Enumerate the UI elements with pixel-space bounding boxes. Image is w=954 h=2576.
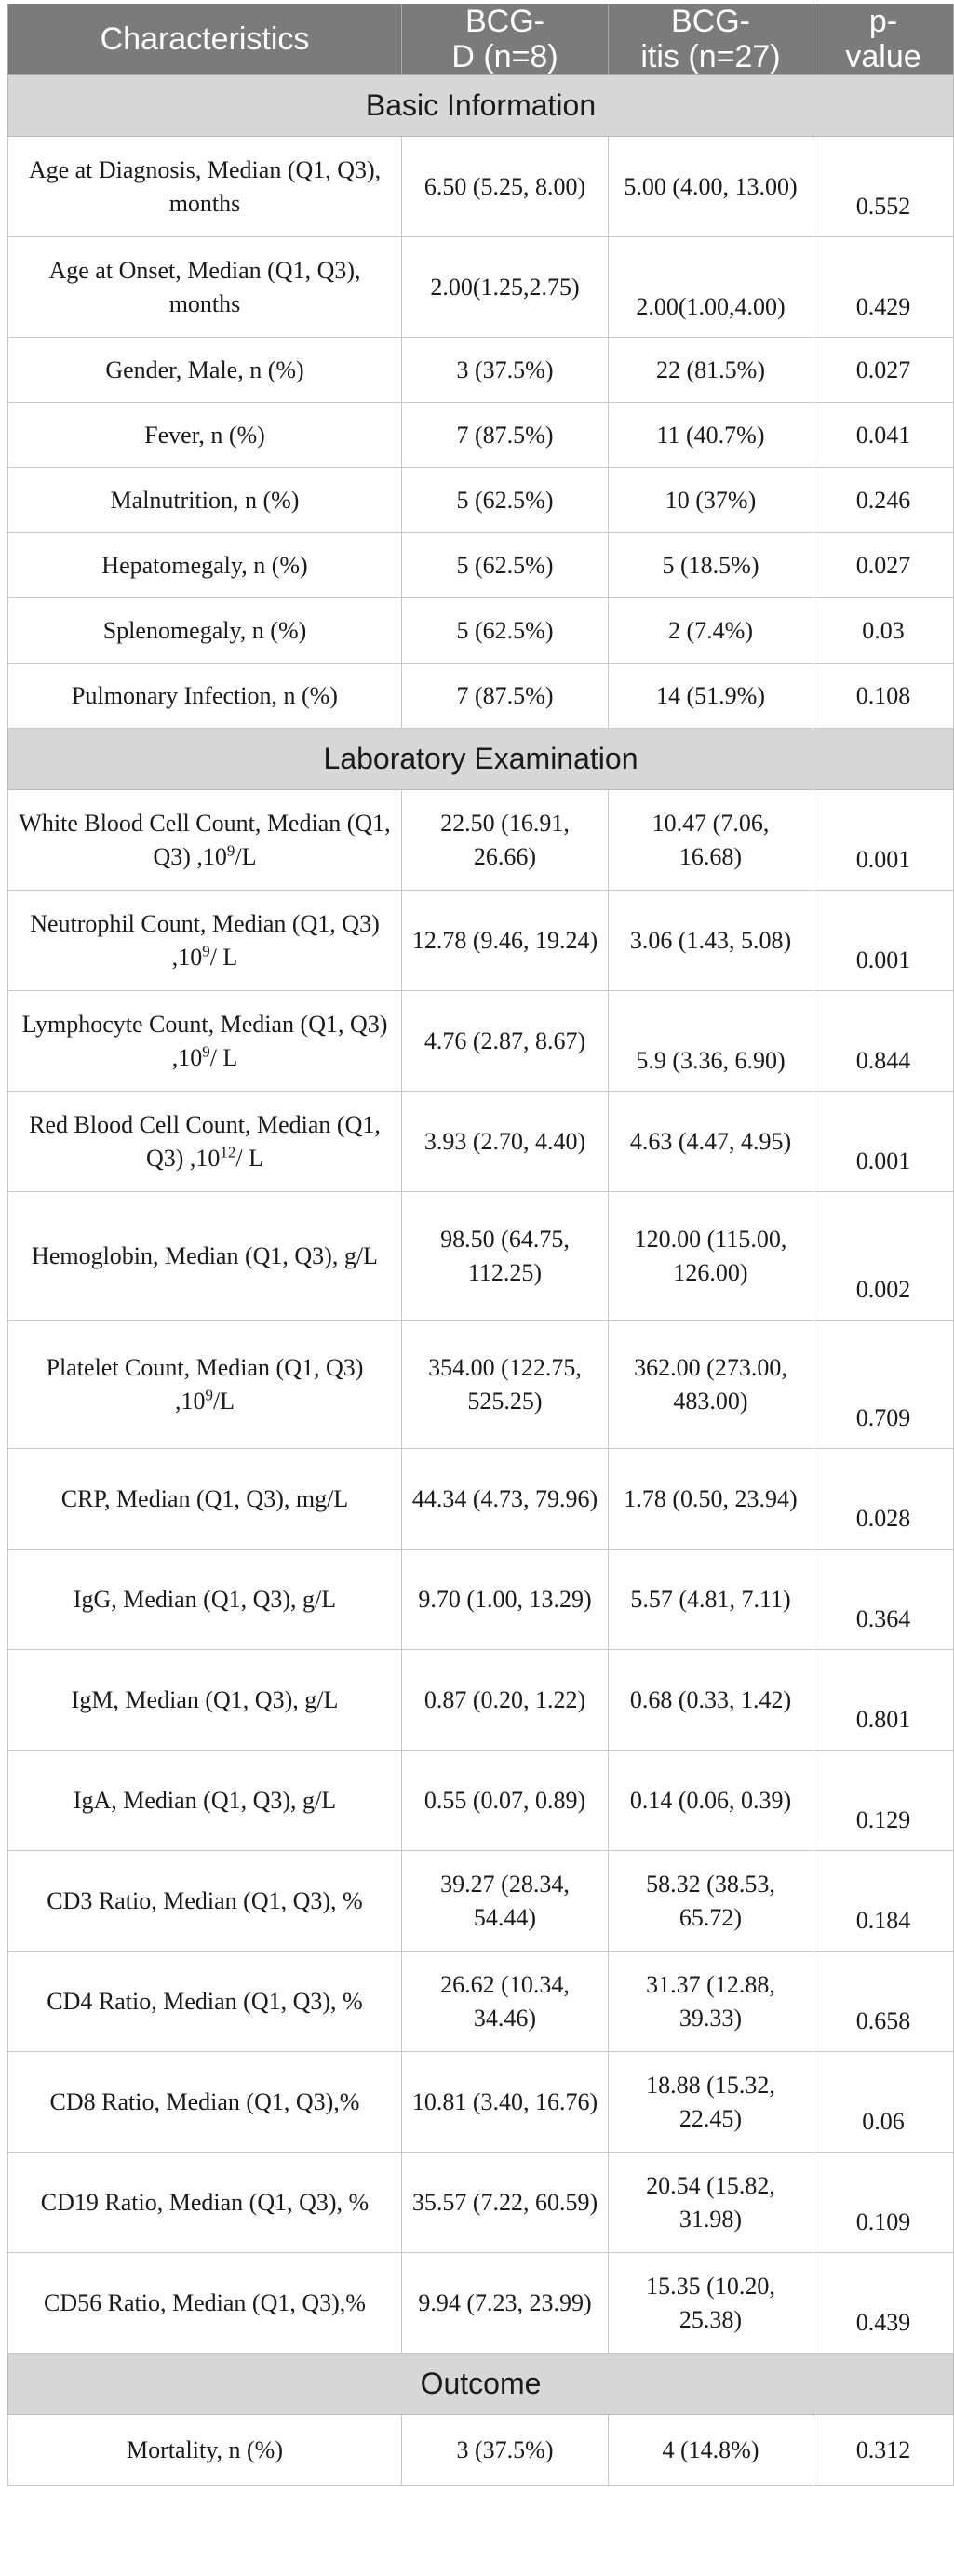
table-row	[8, 991, 954, 1092]
p-value: 0.028	[813, 1449, 954, 1550]
bcg-d-value: 0.87 (0.20, 1.22)	[402, 1650, 609, 1751]
characteristic-label	[8, 1321, 402, 1449]
characteristic-label	[8, 598, 402, 664]
table-row	[8, 1751, 954, 1851]
section-title: Basic Information	[8, 75, 954, 137]
bcg-d-value: 35.57 (7.22, 60.59)	[402, 2153, 609, 2253]
bcg-itis-value: 22 (81.5%)	[609, 338, 813, 403]
label-text: Gender, Male, n (%)	[105, 356, 304, 383]
label-text: Fever, n (%)	[144, 421, 265, 449]
p-value: 0.439	[813, 2253, 954, 2354]
characteristic-label	[8, 2253, 402, 2354]
table-row	[8, 1092, 954, 1192]
label-superscript: 9	[202, 941, 210, 959]
header-bcg-d: BCG- D (n=8)	[402, 4, 609, 75]
bcg-d-value: 3.93 (2.70, 4.40)	[402, 1092, 609, 1192]
table-row	[8, 533, 954, 598]
p-value: 0.658	[813, 1952, 954, 2052]
label-unit: / L	[209, 1043, 238, 1071]
header-row	[8, 4, 954, 75]
p-value: 0.001	[813, 891, 954, 991]
label-text: Mortality, n (%)	[127, 2435, 283, 2463]
bcg-d-value: 22.50 (16.91, 26.66)	[402, 790, 609, 891]
bcg-itis-value: 0.14 (0.06, 0.39)	[609, 1751, 813, 1851]
characteristic-label	[8, 1751, 402, 1851]
label-unit: /L	[212, 1387, 235, 1415]
characteristic-label	[8, 1650, 402, 1751]
p-value: 0.001	[813, 790, 954, 891]
bcg-itis-value: 20.54 (15.82, 31.98)	[609, 2153, 813, 2253]
p-value: 0.246	[813, 468, 954, 533]
table-row	[8, 598, 954, 664]
characteristic-label	[8, 237, 402, 338]
p-value: 0.06	[813, 2052, 954, 2153]
table-row	[8, 790, 954, 891]
bcg-itis-value: 15.35 (10.20, 25.38)	[609, 2253, 813, 2354]
bcg-itis-value: 58.32 (38.53, 65.72)	[609, 1851, 813, 1952]
bcg-d-value: 98.50 (64.75, 112.25)	[402, 1192, 609, 1321]
p-value: 0.184	[813, 1851, 954, 1952]
bcg-itis-value: 3.06 (1.43, 5.08)	[609, 891, 813, 991]
label-text: Splenomegaly, n (%)	[102, 616, 307, 644]
label-superscript: 9	[202, 1041, 210, 1060]
table-row	[8, 137, 954, 237]
characteristic-label	[8, 2052, 402, 2153]
bcg-d-value: 9.70 (1.00, 13.29)	[402, 1550, 609, 1650]
label-unit: /L	[235, 842, 257, 870]
label-text: Age at Onset, Median (Q1, Q3), months	[48, 256, 361, 317]
bcg-d-value: 10.81 (3.40, 16.76)	[402, 2052, 609, 2153]
label-text: Platelet Count, Median (Q1, Q3) ,10	[46, 1353, 364, 1415]
bcg-d-value: 5 (62.5%)	[402, 468, 609, 533]
table-row	[8, 2153, 954, 2253]
p-value: 0.03	[813, 598, 954, 664]
table-row	[8, 1192, 954, 1321]
table-row	[8, 2253, 954, 2354]
label-text: CD19 Ratio, Median (Q1, Q3), %	[40, 2188, 370, 2216]
bcg-itis-value: 11 (40.7%)	[609, 403, 813, 468]
bcg-d-value: 44.34 (4.73, 79.96)	[402, 1449, 609, 1550]
bcg-d-value: 7 (87.5%)	[402, 664, 609, 729]
bcg-itis-value: 5.57 (4.81, 7.11)	[609, 1550, 813, 1650]
label-text: IgG, Median (Q1, Q3), g/L	[73, 1585, 337, 1613]
p-value: 0.364	[813, 1550, 954, 1650]
header-characteristics: Characteristics	[8, 4, 402, 75]
characteristic-label	[8, 338, 402, 403]
label-text: Neutrophil Count, Median (Q1, Q3) ,10	[30, 909, 380, 971]
section-title: Outcome	[8, 2354, 954, 2415]
bcg-d-value: 0.55 (0.07, 0.89)	[402, 1751, 609, 1851]
characteristic-label	[8, 891, 402, 991]
section-title: Laboratory Examination	[8, 729, 954, 790]
label-unit: / L	[209, 943, 238, 971]
bcg-itis-value: 4 (14.8%)	[609, 2415, 813, 2486]
label-text: Pulmonary Infection, n (%)	[72, 681, 338, 709]
table-row	[8, 1449, 954, 1550]
p-value: 0.844	[813, 991, 954, 1092]
table-row	[8, 237, 954, 338]
table-row	[8, 1321, 954, 1449]
characteristic-label	[8, 991, 402, 1092]
header-bcg-itis: BCG- itis (n=27)	[609, 4, 813, 75]
characteristic-label	[8, 1449, 402, 1550]
table-row	[8, 664, 954, 729]
bcg-itis-value: 14 (51.9%)	[609, 664, 813, 729]
p-value: 0.552	[813, 137, 954, 237]
label-superscript: 9	[226, 840, 235, 859]
bcg-itis-value: 5.9 (3.36, 6.90)	[609, 991, 813, 1092]
label-text: CD4 Ratio, Median (Q1, Q3), %	[47, 1987, 363, 2015]
characteristics-table	[7, 4, 954, 2486]
bcg-itis-value: 0.68 (0.33, 1.42)	[609, 1650, 813, 1751]
p-value: 0.801	[813, 1650, 954, 1751]
characteristic-label	[8, 1192, 402, 1321]
characteristic-label	[8, 790, 402, 891]
characteristic-label	[8, 1092, 402, 1192]
p-value: 0.108	[813, 664, 954, 729]
table-row	[8, 1851, 954, 1952]
label-text: White Blood Cell Count, Median (Q1, Q3) ,10	[19, 809, 391, 870]
p-value: 0.002	[813, 1192, 954, 1321]
table-row	[8, 1952, 954, 2052]
characteristic-label	[8, 137, 402, 237]
bcg-d-value: 3 (37.5%)	[402, 338, 609, 403]
characteristic-label	[8, 1952, 402, 2052]
table-row	[8, 2415, 954, 2486]
p-value: 0.109	[813, 2153, 954, 2253]
label-text: CD8 Ratio, Median (Q1, Q3),%	[49, 2087, 360, 2115]
characteristic-label	[8, 2153, 402, 2253]
bcg-itis-value: 10 (37%)	[609, 468, 813, 533]
label-text: Malnutrition, n (%)	[110, 486, 300, 514]
section-row	[8, 2354, 954, 2415]
characteristic-label	[8, 403, 402, 468]
bcg-itis-value: 10.47 (7.06, 16.68)	[609, 790, 813, 891]
bcg-itis-value: 5.00 (4.00, 13.00)	[609, 137, 813, 237]
label-text: Age at Diagnosis, Median (Q1, Q3), months	[28, 155, 382, 217]
bcg-itis-value: 2.00(1.00,4.00)	[609, 237, 813, 338]
p-value: 0.027	[813, 338, 954, 403]
characteristic-label	[8, 468, 402, 533]
bcg-itis-value: 120.00 (115.00, 126.00)	[609, 1192, 813, 1321]
table-row	[8, 1650, 954, 1751]
p-value: 0.129	[813, 1751, 954, 1851]
p-value: 0.001	[813, 1092, 954, 1192]
label-text: Red Blood Cell Count, Median (Q1, Q3) ,10	[29, 1110, 381, 1172]
bcg-d-value: 12.78 (9.46, 19.24)	[402, 891, 609, 991]
bcg-d-value: 354.00 (122.75, 525.25)	[402, 1321, 609, 1449]
section-row	[8, 75, 954, 137]
bcg-d-value: 7 (87.5%)	[402, 403, 609, 468]
label-text: IgM, Median (Q1, Q3), g/L	[71, 1685, 339, 1713]
table-row	[8, 338, 954, 403]
p-value: 0.312	[813, 2415, 954, 2486]
bcg-itis-value: 4.63 (4.47, 4.95)	[609, 1092, 813, 1192]
label-text: CRP, Median (Q1, Q3), mg/L	[60, 1484, 349, 1512]
label-text: CD56 Ratio, Median (Q1, Q3),%	[44, 2288, 366, 2316]
table-row	[8, 891, 954, 991]
label-text: Hepatomegaly, n (%)	[101, 551, 308, 579]
bcg-d-value: 9.94 (7.23, 23.99)	[402, 2253, 609, 2354]
label-text: CD3 Ratio, Median (Q1, Q3), %	[47, 1886, 363, 1914]
p-value: 0.027	[813, 533, 954, 598]
bcg-itis-value: 5 (18.5%)	[609, 533, 813, 598]
bcg-itis-value: 31.37 (12.88, 39.33)	[609, 1952, 813, 2052]
bcg-d-value: 39.27 (28.34, 54.44)	[402, 1851, 609, 1952]
bcg-d-value: 5 (62.5%)	[402, 533, 609, 598]
characteristic-label	[8, 1550, 402, 1650]
table-row	[8, 403, 954, 468]
table-row	[8, 2052, 954, 2153]
bcg-d-value: 4.76 (2.87, 8.67)	[402, 991, 609, 1092]
label-superscript: 9	[205, 1385, 213, 1403]
p-value: 0.041	[813, 403, 954, 468]
bcg-itis-value: 18.88 (15.32, 22.45)	[609, 2052, 813, 2153]
bcg-d-value: 26.62 (10.34, 34.46)	[402, 1952, 609, 2052]
table-row	[8, 1550, 954, 1650]
characteristic-label	[8, 2415, 402, 2486]
bcg-d-value: 6.50 (5.25, 8.00)	[402, 137, 609, 237]
bcg-d-value: 3 (37.5%)	[402, 2415, 609, 2486]
bcg-itis-value: 362.00 (273.00, 483.00)	[609, 1321, 813, 1449]
table-row	[8, 468, 954, 533]
characteristic-label	[8, 533, 402, 598]
bcg-itis-value: 2 (7.4%)	[609, 598, 813, 664]
characteristic-label	[8, 664, 402, 729]
p-value: 0.709	[813, 1321, 954, 1449]
bcg-itis-value: 1.78 (0.50, 23.94)	[609, 1449, 813, 1550]
p-value: 0.429	[813, 237, 954, 338]
label-superscript: 12	[220, 1142, 236, 1161]
characteristic-label	[8, 1851, 402, 1952]
label-unit: / L	[235, 1144, 264, 1172]
bcg-d-value: 5 (62.5%)	[402, 598, 609, 664]
header-p-value: p- value	[813, 4, 954, 75]
section-row	[8, 729, 954, 790]
label-text: Hemoglobin, Median (Q1, Q3), g/L	[32, 1241, 378, 1269]
label-text: IgA, Median (Q1, Q3), g/L	[73, 1786, 337, 1814]
label-text: Lymphocyte Count, Median (Q1, Q3) ,10	[21, 1010, 388, 1071]
bcg-d-value: 2.00(1.25,2.75)	[402, 237, 609, 338]
